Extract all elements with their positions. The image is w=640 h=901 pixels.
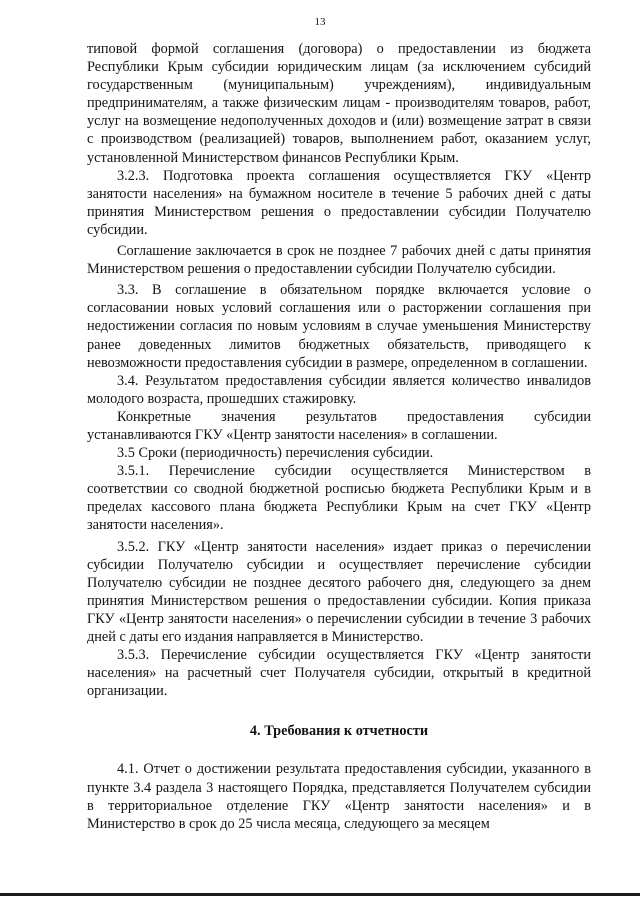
- paragraph: 3.2.3. Подготовка проекта соглашения осуществляется ГКУ «Центр занятости населения» на бумажном носителе в течение 5 рабочих дней с даты принятия Министерством решения о предоставлении субсидии Получателю субсидии.: [87, 167, 591, 238]
- document-body: [87, 40, 591, 833]
- scan-edge-rule: [0, 893, 640, 896]
- paragraph: 3.5.3. Перечисление субсидии осуществляется ГКУ «Центр занятости населения» на расчетный счет Получателя субсидии, открытый в кредитной организации.: [87, 647, 591, 700]
- paragraph: Соглашение заключается в срок не позднее 7 рабочих дней с даты принятия Министерством решения о предоставлении субсидии Получателю субсидии.: [87, 243, 591, 278]
- paragraph: 4.1. Отчет о достижении результата предоставления субсидии, указанного в пункте 3.4 раздела 3 настоящего Порядка, представляется Получателем субсидии в территориальное отделение ГКУ «Центр занятости населения» и в Министерство в срок до 25 числа месяца, следующего за месяцем: [87, 761, 591, 832]
- paragraph: 3.4. Результатом предоставления субсидии является количество инвалидов молодого возраста, прошедших стажировку.: [87, 372, 591, 407]
- paragraph: 3.5.2. ГКУ «Центр занятости населения» издает приказ о перечислении субсидии Получателю субсидии и осуществляет перечисление субсидии Получателю субсидии не позднее десятого рабочего дня, следующего за днем принятия Министерством решения о предоставлении субсидии. Копия приказа ГКУ «Центр занятости населения» о перечислении субсидии в течение 3 рабочих дней с даты его издания направляется в Министерство.: [87, 538, 591, 645]
- paragraph: 3.3. В соглашение в обязательном порядке включается условие о согласовании новых условий соглашения или о расторжении соглашения при недостижении согласия по новым условиям в случае уменьшения Министерству ранее доведенных лимитов бюджетных обязательств, приводящего к невозможности предоставления субсидии в размере, определенном в соглашении.: [87, 282, 591, 371]
- paragraph: 3.5 Сроки (периодичность) перечисления субсидии.: [117, 445, 434, 462]
- paragraph: Конкретные значения результатов предоставления субсидии устанавливаются ГКУ «Центр занятости населения» в соглашении.: [87, 408, 591, 443]
- section-heading: 4. Требования к отчетности: [249, 723, 429, 740]
- page-number: 13: [314, 16, 326, 28]
- paragraph: 3.5.1. Перечисление субсидии осуществляется Министерством в соответствии со сводной бюджетной росписью бюджета Республики Крым и в пределах кассового плана бюджета Республики Крым на счет ГКУ «Центр занятости населения».: [87, 463, 591, 534]
- paragraph: типовой формой соглашения (договора) о предоставлении из бюджета Республики Крым субсидии юридическим лицам (за исключением субсидий государственным (муниципальным) учреждениям), индивидуальным предпринимателям, а также физическим лицам - производителям товаров, работ, услуг на возмещение недополученных доходов и (или) возмещение затрат в связи с производством (реализацией) товаров, выполнением работ, оказанием услуг, установленной Министерством финансов Республики Крым.: [87, 41, 591, 166]
